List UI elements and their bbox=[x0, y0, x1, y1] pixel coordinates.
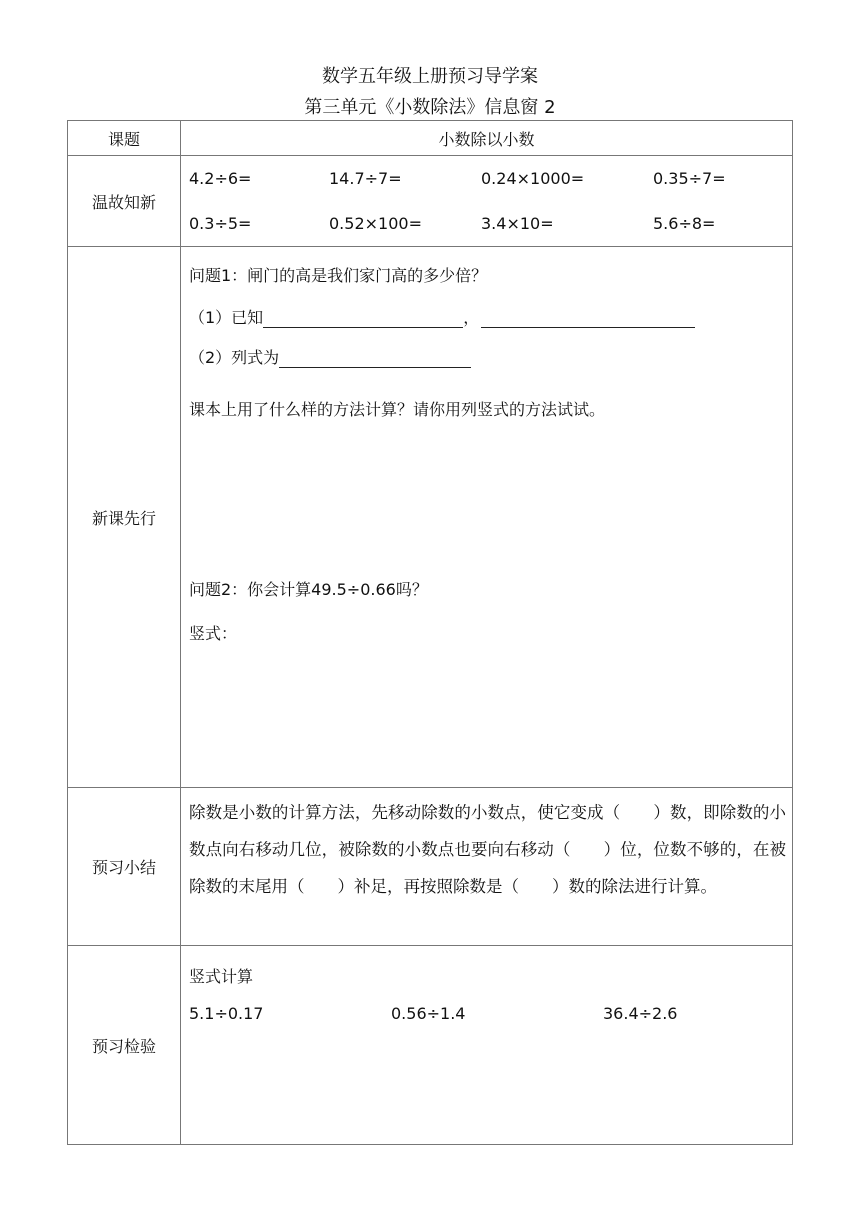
check-problem: 5.1÷0.17 bbox=[189, 1004, 264, 1023]
table-row-new-lesson bbox=[68, 247, 793, 788]
review-exercise: 0.52×100= bbox=[329, 214, 422, 233]
question-1-formula bbox=[189, 345, 471, 368]
textbook-prompt: 课本上用了什么样的方法计算？请你用列竖式的方法试试。 bbox=[189, 400, 606, 419]
review-exercise: 0.24×1000= bbox=[481, 169, 585, 188]
answer-blank[interactable] bbox=[279, 349, 471, 368]
question-1: 问题1：闸门的高是我们家门高的多少倍？ bbox=[189, 266, 488, 285]
check-label: 预习检验 bbox=[68, 946, 181, 1145]
vertical-label: 竖式： bbox=[189, 624, 238, 643]
question-1-known bbox=[189, 305, 695, 328]
check-cell bbox=[181, 946, 793, 1145]
comma: ， bbox=[463, 308, 480, 327]
topic-value: 小数除以小数 bbox=[181, 121, 793, 156]
check-problem: 0.56÷1.4 bbox=[391, 1004, 466, 1023]
new-lesson-label: 新课先行 bbox=[68, 247, 181, 788]
table-row-review bbox=[68, 156, 793, 247]
page-title: 数学五年级上册预习导学案 bbox=[322, 66, 538, 87]
check-problem: 36.4÷2.6 bbox=[603, 1004, 678, 1023]
formula-label: （2）列式为 bbox=[189, 348, 280, 367]
table-row-topic bbox=[68, 121, 793, 156]
summary-cell bbox=[181, 788, 793, 946]
review-exercise: 14.7÷7= bbox=[329, 169, 402, 188]
summary-text: 除数是小数的计算方法，先移动除数的小数点，使它变成（ ）数，即除数的小数点向右移动几位，被除数的小数点也要向右移动（ ）位，位数不够的，在被除数的末尾用（ ）补足，再按照除数是（ ）数的除法进行计算。 bbox=[189, 803, 786, 896]
new-lesson-cell bbox=[181, 247, 793, 788]
review-exercise: 3.4×10= bbox=[481, 214, 554, 233]
review-exercise: 4.2÷6= bbox=[189, 169, 252, 188]
summary-label: 预习小结 bbox=[68, 788, 181, 946]
page-subtitle: 第三单元《小数除法》信息窗 2 bbox=[304, 97, 556, 118]
answer-blank[interactable] bbox=[481, 309, 695, 328]
worksheet-table bbox=[67, 120, 793, 1145]
review-exercise: 5.6÷8= bbox=[653, 214, 716, 233]
review-exercise: 0.35÷7= bbox=[653, 169, 726, 188]
check-heading: 竖式计算 bbox=[189, 967, 254, 986]
table-row-check bbox=[68, 946, 793, 1145]
answer-blank[interactable] bbox=[263, 309, 463, 328]
known-label: （1）已知 bbox=[189, 308, 264, 327]
question-2: 问题2：你会计算49.5÷0.66吗？ bbox=[189, 580, 428, 599]
review-label: 温故知新 bbox=[68, 156, 181, 247]
table-row-summary bbox=[68, 788, 793, 946]
review-exercise: 0.3÷5= bbox=[189, 214, 252, 233]
topic-header-label: 课题 bbox=[68, 121, 181, 156]
review-cell bbox=[181, 156, 793, 247]
